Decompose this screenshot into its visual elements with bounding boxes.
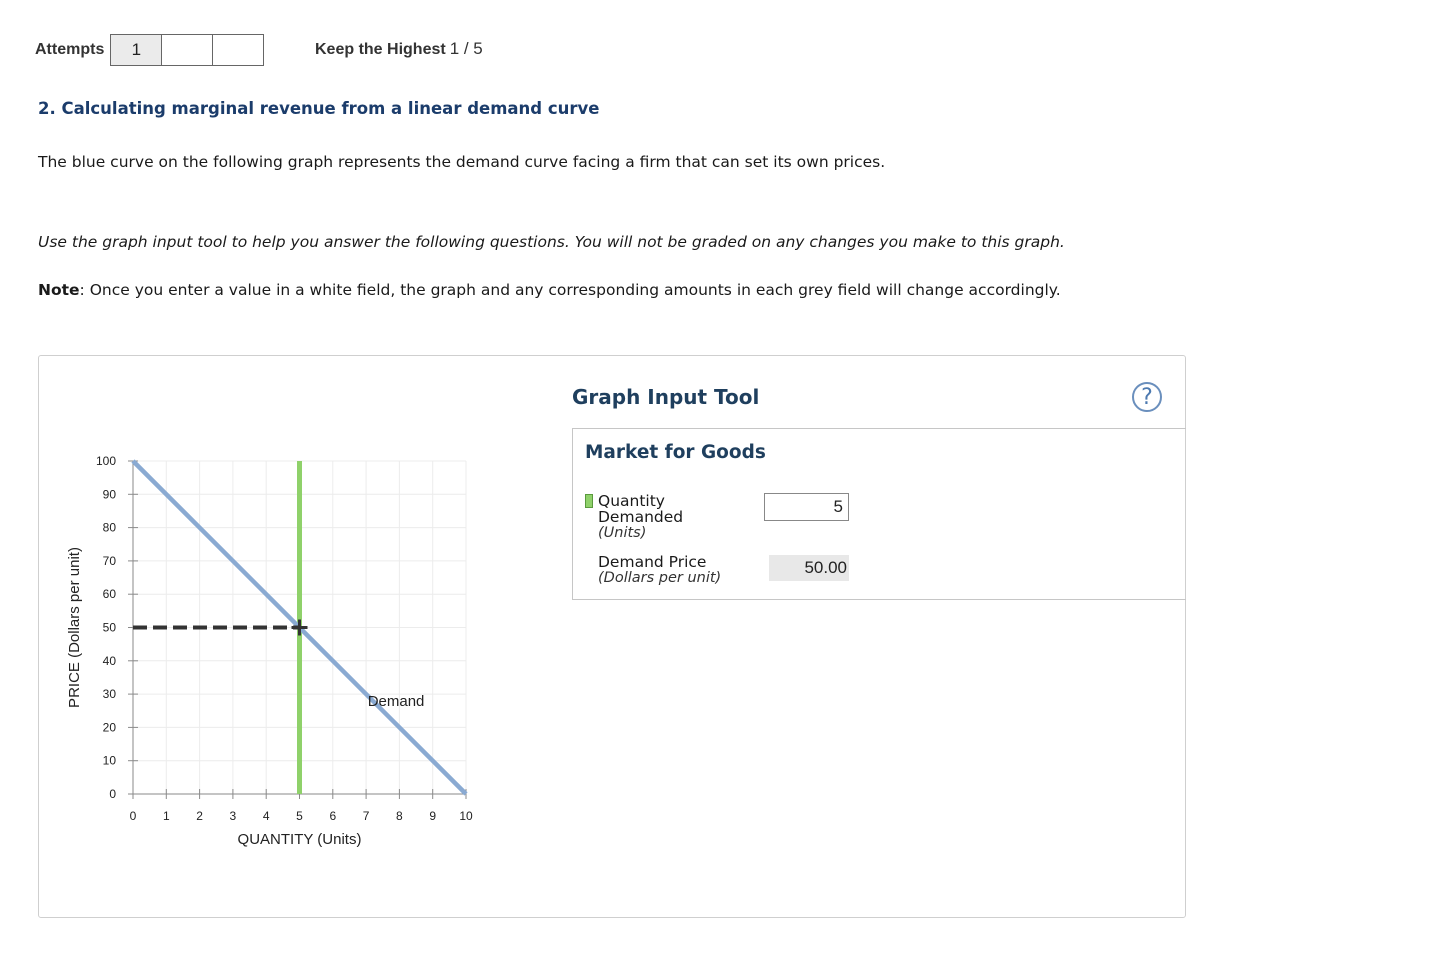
keep-highest [315, 39, 483, 59]
price-label: Demand Price [598, 553, 707, 571]
quantity-label-line1: Quantity [598, 492, 665, 510]
x-tick-label: 3 [229, 809, 237, 823]
y-tick-label: 90 [102, 487, 116, 502]
question-title: 2. Calculating marginal revenue from a linear demand curve [38, 99, 600, 118]
x-tick-label: 10 [459, 809, 473, 823]
x-tick-label: 1 [162, 809, 170, 823]
graph-panel [38, 355, 1186, 918]
intro-text: The blue curve on the following graph represents the demand curve facing a firm that can set its own prices. [38, 153, 886, 171]
y-tick-label: 30 [102, 687, 116, 702]
y-tick-label: 80 [102, 520, 116, 535]
x-axis-title: QUANTITY (Units) [237, 831, 362, 848]
x-tick-label: 0 [129, 809, 137, 823]
demand-graph[interactable] [39, 356, 559, 896]
help-icon[interactable]: ? [1132, 382, 1162, 412]
demand-price-field: 50.00 [769, 555, 849, 581]
keep-highest-label: Keep the Highest [315, 41, 446, 58]
y-tick-label: 40 [102, 653, 116, 668]
price-unit: (Dollars per unit) [598, 570, 722, 586]
x-tick-label: 8 [396, 809, 403, 823]
y-tick-label: 20 [102, 720, 116, 735]
y-tick-label: 60 [102, 587, 116, 602]
x-tick-label: 7 [362, 809, 370, 823]
market-title: Market for Goods [585, 442, 766, 463]
x-tick-label: 9 [429, 809, 437, 823]
graph-input-tool [572, 428, 1186, 600]
quantity-line-swatch [585, 494, 593, 508]
attempts-bar [35, 33, 264, 67]
y-tick-label: 100 [95, 454, 116, 468]
y-tick-label: 50 [102, 620, 116, 635]
x-tick-label: 2 [196, 809, 203, 823]
keep-highest-count: 1 / 5 [449, 39, 483, 58]
instruction-text: Use the graph input tool to help you answer the following questions. You will not be graded on any changes you make to this graph. [38, 233, 1065, 251]
quantity-label-line2: Demanded [598, 508, 684, 526]
attempts-label: Attempts [35, 41, 105, 58]
x-tick-label: 5 [296, 809, 303, 823]
attempt-slot-1: 1 [110, 34, 162, 66]
demand-curve-label: Demand [367, 692, 425, 710]
quantity-unit: (Units) [598, 525, 647, 541]
attempt-slot-3 [212, 34, 264, 66]
x-tick-label: 4 [262, 809, 270, 823]
note-body: : Once you enter a value in a white field, the graph and any corresponding amounts in each grey field will change accordingly. [79, 281, 1061, 299]
y-tick-label: 10 [102, 753, 116, 768]
graph-input-tool-title: Graph Input Tool [572, 385, 760, 409]
attempt-slot-2 [161, 34, 213, 66]
y-tick-label: 0 [109, 787, 116, 801]
quantity-input[interactable] [764, 493, 849, 521]
y-tick-label: 70 [102, 553, 116, 568]
y-axis-title: PRICE (Dollars per unit) [66, 547, 83, 708]
x-tick-label: 6 [329, 809, 337, 823]
note-text [38, 281, 1061, 299]
note-label: Note [38, 281, 80, 299]
